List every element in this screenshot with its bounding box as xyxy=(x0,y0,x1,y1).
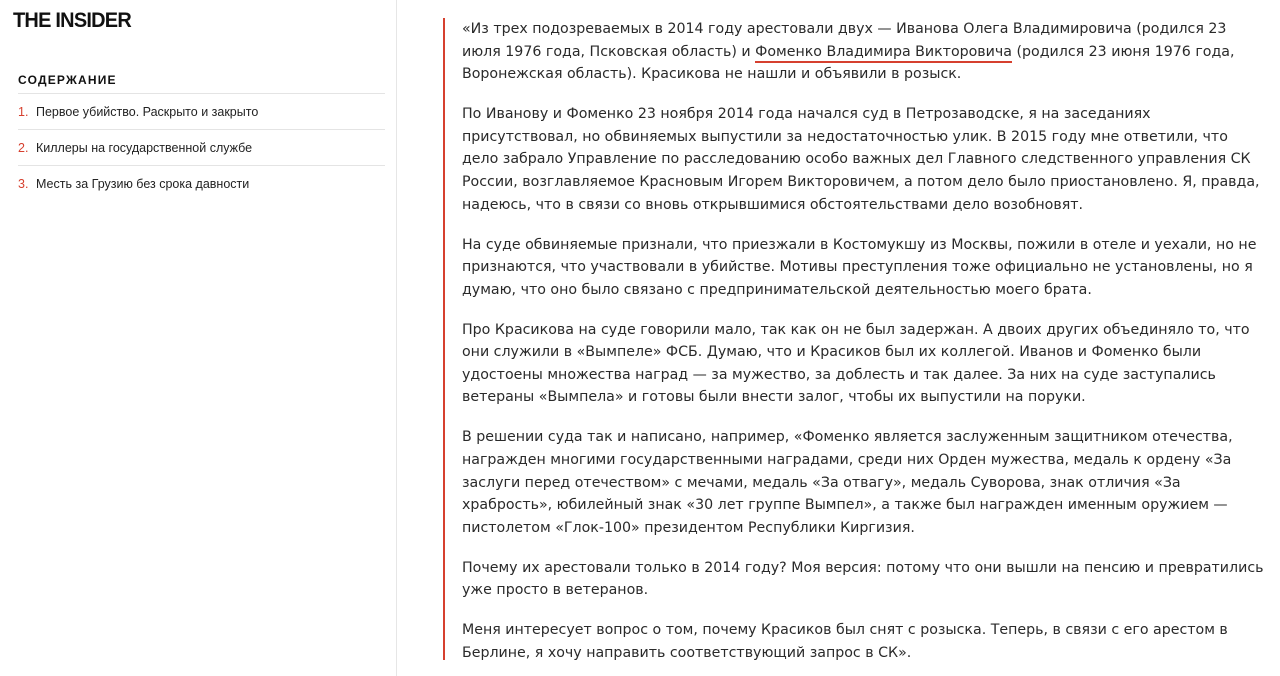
table-of-contents xyxy=(18,73,385,202)
toc-item-number: 3. xyxy=(18,177,29,191)
paragraph-1-start: «Из трех подозреваемых в 2014 году арестовали двух — Иванова Олега Владимировича (родился 23 июля 1976 года, Псковская область) и xyxy=(462,21,1227,60)
toc-item-label: Первое убийство. Раскрыто и закрыто xyxy=(36,104,259,119)
site-logo[interactable]: THE INSIDER xyxy=(13,9,132,32)
paragraph-5: В решении суда так и написано, например, «Фоменко является заслуженным защитником отечества, награжден многими государственными наградами, среди них Орден мужества, медаль к ордену «За заслуги перед отечеством» с мечами, медаль «За отвагу», медаль Суворова, знак отличия «За храбрость», юбилейный знак «30 лет группе Вымпел», а также был награжден именным оружием — пистолетом «Глок-100» президентом Республики Киргизия. xyxy=(462,429,1233,536)
paragraph-3: На суде обвиняемые признали, что приезжали в Костомукшу из Москвы, пожили в отеле и уехали, но не признаются, что участвовали в убийстве. Мотивы преступления тоже официально не установлены, но я думаю, что оно было связано с предпринимательской деятельностью моего брата. xyxy=(462,236,1257,298)
paragraph-7: Меня интересует вопрос о том, почему Красиков был снят с розыска. Теперь, в связи с его арестом в Берлине, я хочу направить соответствующий запрос в СК». xyxy=(462,622,1228,661)
paragraph-1 xyxy=(462,18,1267,86)
toc-item-label: Месть за Грузию без срока давности xyxy=(36,177,250,191)
toc-item-number: 1. xyxy=(18,104,29,119)
toc-item-label: Киллеры на государственной службе xyxy=(36,140,253,155)
quote-bar xyxy=(443,18,445,660)
paragraph-1-end: (родился 23 июня 1976 года, Воронежская область). Красикова не нашли и объявили в розыск. xyxy=(462,43,1235,83)
highlighted-name: Фоменко Владимира Викторовича xyxy=(755,44,1012,63)
sidebar xyxy=(0,0,397,676)
toc-item-2[interactable] xyxy=(18,130,385,166)
toc-title: СОДЕРЖАНИЕ xyxy=(18,73,385,94)
paragraph-4: Про Красикова на суде говорили мало, так как он не был задержан. А двоих других объединяло то, что они служили в «Вымпеле» ФСБ. Думаю, что и Красиков был их коллегой. Иванов и Фоменко были удостоены множества наград — за мужество, за доблесть и так далее. За них на суде заступались ветераны «Вымпела» и готовы были внести залог, чтобы их выпустили на поруки. xyxy=(462,321,1250,406)
paragraph-2: По Иванову и Фоменко 23 ноября 2014 года начался суд в Петрозаводске, я на заседаниях присутствовал, но обвиняемых выпустили за недостаточностью улик. В 2015 году мне ответили, что дело забрало Управление по расследованию особо важных дел Главного следственного управления СК России, возглавляемое Красновым Игорем Викторовичем, а потом дело было приостановлено. Я, правда, надеюсь, что в связи со вновь открывшимися обстоятельствами дело возобновят. xyxy=(462,106,1260,213)
paragraph-6: Почему их арестовали только в 2014 году? Моя версия: потому что они вышли на пенсию и превратились уже просто в ветеранов. xyxy=(462,559,1264,599)
toc-item-1[interactable] xyxy=(18,94,385,130)
toc-item-3[interactable] xyxy=(18,166,385,202)
article-quote xyxy=(443,18,1273,662)
article-content xyxy=(462,18,1267,676)
toc-item-number: 2. xyxy=(18,140,29,155)
